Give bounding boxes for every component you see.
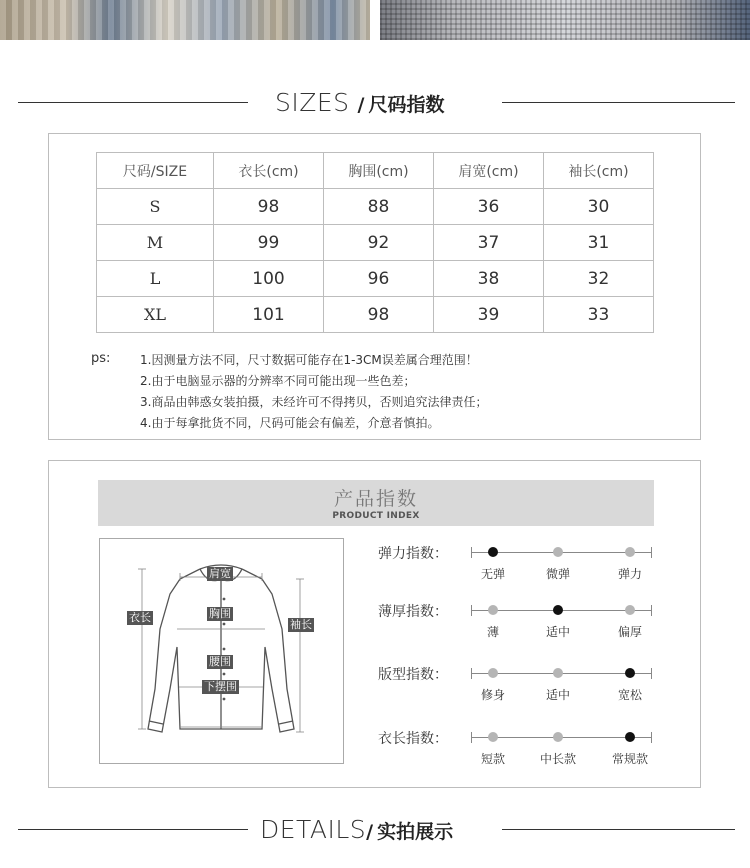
- length-cell: 99: [214, 225, 324, 261]
- measurement-diagram: [99, 538, 344, 764]
- track-cap: [471, 547, 472, 558]
- details-header-en: DETAILS: [260, 815, 367, 844]
- track-cap: [651, 547, 652, 558]
- index-option: 修身: [480, 688, 506, 702]
- hem-tag: 下摆围: [204, 680, 237, 693]
- track-cap: [651, 732, 652, 743]
- index-option: 适中: [545, 688, 571, 702]
- header-rule-left: [18, 102, 248, 103]
- index-dot-1: [488, 732, 498, 742]
- index-dot-2: [553, 605, 563, 615]
- note-item: 2.由于电脑显示器的分辨率不同可能出现一些色差；: [140, 374, 416, 388]
- index-label: 版型指数：: [378, 667, 448, 683]
- shoulder-width-tag: 肩宽: [209, 567, 231, 580]
- col-header-length: 衣长(cm): [214, 153, 324, 189]
- sleeve-length-tag: 袖长: [290, 618, 312, 631]
- sizes-header-en: SIZES: [275, 88, 350, 117]
- index-option: 中长款: [539, 752, 577, 766]
- size-chart-panel: [48, 133, 701, 440]
- product-index-banner: [98, 480, 654, 526]
- sizes-header-cn: 尺码指数: [368, 94, 445, 116]
- table-row: [97, 189, 654, 225]
- chest-cell: 98: [323, 297, 433, 333]
- note-item: 4.由于每拿批货不同，尺码可能会有偏差，介意者慎拍。: [140, 416, 440, 430]
- product-index-title: 产品指数: [333, 488, 418, 510]
- index-option: 偏厚: [617, 625, 643, 639]
- shoulder-cell: 39: [433, 297, 543, 333]
- shoulder-cell: 37: [433, 225, 543, 261]
- product-index-subtitle: PRODUCT INDEX: [332, 511, 420, 521]
- waist-tag: 腰围: [209, 655, 231, 668]
- sleeve-cell: 30: [543, 189, 653, 225]
- details-header-cn: 实拍展示: [377, 821, 454, 843]
- size-table-header-row: [97, 153, 654, 189]
- shoulder-cell: 38: [433, 261, 543, 297]
- index-label: 弹力指数：: [378, 546, 448, 562]
- track-cap: [471, 605, 472, 616]
- body-length-tag: 衣长: [129, 611, 151, 624]
- index-dot-1: [488, 605, 498, 615]
- track-cap: [651, 668, 652, 679]
- table-row: [97, 297, 654, 333]
- note-item: 1.因测量方法不同，尺寸数据可能存在1-3CM误差属合理范围！: [140, 353, 478, 367]
- index-option: 常规款: [611, 752, 649, 766]
- product-photo-right: [380, 0, 750, 40]
- chest-cell: 96: [323, 261, 433, 297]
- size-cell: M: [97, 225, 214, 261]
- index-option: 宽松: [617, 688, 643, 702]
- note-item: 3.商品由韩惑女装拍摄，未经许可不得拷贝，否则追究法律责任；: [140, 395, 488, 409]
- length-cell: 100: [214, 261, 324, 297]
- size-notes: [140, 350, 487, 434]
- header-rule-right: [502, 102, 735, 103]
- product-photo-left: [0, 0, 370, 40]
- col-header-sleeve: 袖长(cm): [543, 153, 653, 189]
- index-dot-2: [553, 547, 563, 557]
- sleeve-cell: 33: [543, 297, 653, 333]
- table-row: [97, 261, 654, 297]
- sleeve-cell: 31: [543, 225, 653, 261]
- chest-cell: 88: [323, 189, 433, 225]
- thickness-index: [378, 601, 678, 651]
- index-option: 微弹: [545, 567, 571, 581]
- track-cap: [471, 668, 472, 679]
- ps-label: ps:: [91, 351, 111, 366]
- index-label: 衣长指数：: [378, 731, 448, 747]
- index-option: 弹力: [617, 567, 643, 581]
- length-cell: 101: [214, 297, 324, 333]
- index-dot-1: [488, 547, 498, 557]
- sleeve-cell: 32: [543, 261, 653, 297]
- length-index: [378, 728, 678, 778]
- elasticity-index: [378, 543, 678, 593]
- sizes-header-sep: /: [357, 94, 365, 116]
- header-rule-right: [502, 829, 735, 830]
- details-header: [260, 815, 453, 844]
- track-cap: [471, 732, 472, 743]
- size-cell: XL: [97, 297, 214, 333]
- index-dot-2: [553, 668, 563, 678]
- index-dot-1: [488, 668, 498, 678]
- chest-cell: 92: [323, 225, 433, 261]
- col-header-shoulder: 肩宽(cm): [433, 153, 543, 189]
- index-option: 短款: [480, 752, 506, 766]
- index-dot-3: [625, 732, 635, 742]
- chest-tag: 胸围: [209, 607, 231, 620]
- size-cell: S: [97, 189, 214, 225]
- details-header-sep: /: [366, 821, 374, 843]
- table-row: [97, 225, 654, 261]
- index-dot-3: [625, 605, 635, 615]
- index-dot-3: [625, 668, 635, 678]
- track-cap: [651, 605, 652, 616]
- product-index-panel: [48, 460, 701, 788]
- fit-index: [378, 664, 678, 714]
- length-cell: 98: [214, 189, 324, 225]
- header-rule-left: [18, 829, 248, 830]
- index-dot-3: [625, 547, 635, 557]
- size-cell: L: [97, 261, 214, 297]
- col-header-chest: 胸围(cm): [323, 153, 433, 189]
- index-label: 薄厚指数：: [378, 604, 448, 620]
- sizes-header: [275, 88, 445, 117]
- index-option: 无弹: [480, 567, 506, 581]
- size-table: [96, 152, 654, 333]
- col-header-size: 尺码/SIZE: [97, 153, 214, 189]
- index-dot-2: [553, 732, 563, 742]
- index-option: 薄: [486, 625, 500, 639]
- shoulder-cell: 36: [433, 189, 543, 225]
- index-option: 适中: [545, 625, 571, 639]
